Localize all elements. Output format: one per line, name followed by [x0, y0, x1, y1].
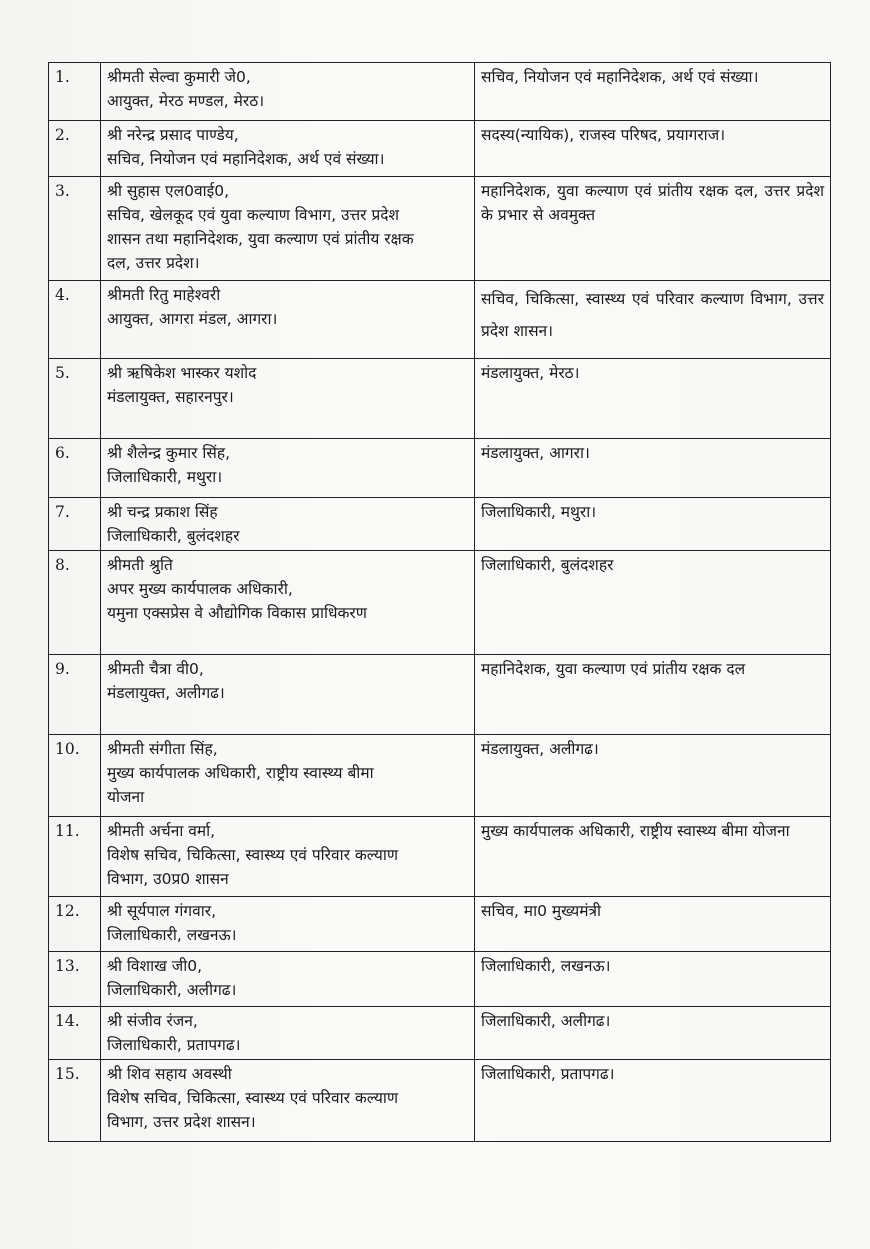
current-post-line: विशेष सचिव, चिकित्सा, स्वास्थ्य एवं परिवार कल्याण	[107, 1089, 399, 1107]
officer-name: श्रीमती सेल्वा कुमारी जे0,	[107, 68, 251, 86]
officer-current-post	[101, 952, 475, 1007]
table-row	[49, 952, 831, 1007]
table-row	[49, 655, 831, 735]
serial-number: 10.	[49, 735, 101, 817]
serial-number: 8.	[49, 551, 101, 655]
officer-name: श्री शिव सहाय अवस्थी	[107, 1065, 232, 1083]
current-post-line: जिलाधिकारी, लखनऊ।	[107, 926, 237, 944]
officer-current-post	[101, 63, 475, 121]
officer-current-post	[101, 177, 475, 281]
new-post: महानिदेशक, युवा कल्याण एवं प्रांतीय रक्षक दल	[475, 655, 831, 735]
serial-number: 14.	[49, 1007, 101, 1060]
table-row	[49, 817, 831, 897]
serial-number: 13.	[49, 952, 101, 1007]
officer-current-post	[101, 1007, 475, 1060]
officer-current-post	[101, 655, 475, 735]
current-post-line: आयुक्त, आगरा मंडल, आगरा।	[107, 310, 278, 328]
serial-number: 9.	[49, 655, 101, 735]
new-post: सदस्य(न्यायिक), राजस्व परिषद, प्रयागराज।	[475, 121, 831, 177]
new-post: सचिव, नियोजन एवं महानिदेशक, अर्थ एवं संख्या।	[475, 63, 831, 121]
new-post: मंडलायुक्त, अलीगढ।	[475, 735, 831, 817]
new-post: जिलाधिकारी, अलीगढ।	[475, 1007, 831, 1060]
current-post-line: मुख्य कार्यपालक अधिकारी, राष्ट्रीय स्वास्थ्य बीमा	[107, 764, 374, 782]
table-row	[49, 498, 831, 551]
officer-current-post	[101, 735, 475, 817]
officer-name: श्री शैलेन्द्र कुमार सिंह,	[107, 444, 231, 462]
officer-name: श्रीमती संगीता सिंह,	[107, 740, 218, 758]
current-post-line: मंडलायुक्त, सहारनपुर।	[107, 388, 234, 406]
serial-number: 2.	[49, 121, 101, 177]
current-post-line: जिलाधिकारी, अलीगढ।	[107, 981, 237, 999]
officer-name: श्री संजीव रंजन,	[107, 1012, 198, 1030]
officer-current-post	[101, 817, 475, 897]
current-post-line: शासन तथा महानिदेशक, युवा कल्याण एवं प्रांतीय रक्षक	[107, 230, 414, 248]
table-row	[49, 439, 831, 498]
serial-number: 5.	[49, 359, 101, 439]
serial-number: 11.	[49, 817, 101, 897]
serial-number: 4.	[49, 281, 101, 359]
officer-current-post	[101, 281, 475, 359]
current-post-line: योजना	[107, 788, 145, 806]
officer-name: श्री विशाख जी0,	[107, 957, 203, 975]
new-post: मंडलायुक्त, आगरा।	[475, 439, 831, 498]
serial-number: 1.	[49, 63, 101, 121]
officer-name: श्रीमती चैत्रा वी0,	[107, 660, 204, 678]
officer-name: श्री सुहास एल0वाई0,	[107, 182, 230, 200]
officer-current-post	[101, 498, 475, 551]
new-post: जिलाधिकारी, लखनऊ।	[475, 952, 831, 1007]
current-post-line: विभाग, उत्तर प्रदेश शासन।	[107, 1113, 256, 1131]
current-post-line: जिलाधिकारी, प्रतापगढ।	[107, 1036, 241, 1054]
new-post: सचिव, चिकित्सा, स्वास्थ्य एवं परिवार कल्याण विभाग, उत्तर प्रदेश शासन।	[475, 281, 831, 359]
current-post-line: मंडलायुक्त, अलीगढ।	[107, 684, 225, 702]
current-post-line: दल, उत्तर प्रदेश।	[107, 254, 200, 272]
current-post-line: विशेष सचिव, चिकित्सा, स्वास्थ्य एवं परिवार कल्याण	[107, 846, 399, 864]
current-post-line: विभाग, उ0प्र0 शासन	[107, 870, 229, 888]
current-post-line: जिलाधिकारी, बुलंदशहर	[107, 527, 240, 545]
current-post-line: सचिव, खेलकूद एवं युवा कल्याण विभाग, उत्तर प्रदेश	[107, 206, 400, 224]
table-row	[49, 1060, 831, 1142]
officer-name: श्रीमती रितु माहेश्वरी	[107, 286, 221, 304]
serial-number: 3.	[49, 177, 101, 281]
serial-number: 7.	[49, 498, 101, 551]
officer-current-post	[101, 439, 475, 498]
officer-current-post	[101, 1060, 475, 1142]
table-row	[49, 1007, 831, 1060]
current-post-line: अपर मुख्य कार्यपालक अधिकारी,	[107, 580, 293, 598]
table-row	[49, 735, 831, 817]
officer-name: श्रीमती श्रुति	[107, 556, 173, 574]
transfer-table	[48, 62, 831, 1142]
current-post-line: आयुक्त, मेरठ मण्डल, मेरठ।	[107, 92, 265, 110]
serial-number: 12.	[49, 897, 101, 952]
officer-name: श्री नरेन्द्र प्रसाद पाण्डेय,	[107, 126, 239, 144]
table-row	[49, 281, 831, 359]
officer-current-post	[101, 551, 475, 655]
table-row	[49, 897, 831, 952]
new-post: जिलाधिकारी, प्रतापगढ।	[475, 1060, 831, 1142]
new-post: महानिदेशक, युवा कल्याण एवं प्रांतीय रक्षक दल, उत्तर प्रदेश के प्रभार से अवमुक्त	[475, 177, 831, 281]
current-post-line: यमुना एक्सप्रेस वे औद्योगिक विकास प्राधिकरण	[107, 604, 367, 622]
new-post: जिलाधिकारी, मथुरा।	[475, 498, 831, 551]
serial-number: 15.	[49, 1060, 101, 1142]
new-post: मुख्य कार्यपालक अधिकारी, राष्ट्रीय स्वास्थ्य बीमा योजना	[475, 817, 831, 897]
current-post-line: सचिव, नियोजन एवं महानिदेशक, अर्थ एवं संख्या।	[107, 150, 385, 168]
current-post-line: जिलाधिकारी, मथुरा।	[107, 468, 223, 486]
table-row	[49, 121, 831, 177]
serial-number: 6.	[49, 439, 101, 498]
officer-current-post	[101, 359, 475, 439]
table-row	[49, 551, 831, 655]
table-row	[49, 63, 831, 121]
table-row	[49, 177, 831, 281]
officer-current-post	[101, 121, 475, 177]
officer-name: श्री चन्द्र प्रकाश सिंह	[107, 503, 218, 521]
new-post: सचिव, मा0 मुख्यमंत्री	[475, 897, 831, 952]
new-post: जिलाधिकारी, बुलंदशहर	[475, 551, 831, 655]
officer-name: श्री ऋषिकेश भास्कर यशोद	[107, 364, 257, 382]
officer-name: श्रीमती अर्चना वर्मा,	[107, 822, 216, 840]
officer-name: श्री सूर्यपाल गंगवार,	[107, 902, 216, 920]
new-post: मंडलायुक्त, मेरठ।	[475, 359, 831, 439]
table-row	[49, 359, 831, 439]
officer-current-post	[101, 897, 475, 952]
